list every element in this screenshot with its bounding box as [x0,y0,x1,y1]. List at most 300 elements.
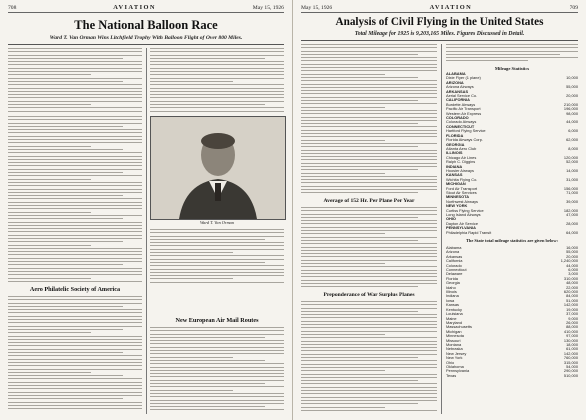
text-line [301,233,385,234]
text-line [150,383,265,384]
row-label: Wichita Flying Co. [446,177,478,182]
row-value: 9,000 [568,315,578,321]
air-mail-routes-heading: New European Air Mail Routes [175,317,259,324]
row-label: COLORADO [446,116,469,121]
text-line [8,398,123,399]
text-line [150,363,284,364]
row-value: 18,000 [566,341,578,347]
row-label: Alabama [446,246,462,250]
text-line [8,245,91,246]
table-row [446,231,578,235]
text-line [150,236,284,237]
text-line [301,159,437,160]
row-label: ARIZONA [446,80,464,85]
text-line [150,269,284,270]
row-value: 315,000 [563,359,578,365]
text-line [301,380,418,381]
text-line [150,340,284,341]
text-line [8,281,142,282]
text-line [301,324,437,325]
text-line [301,327,437,328]
row-value: 16,000 [566,245,578,250]
text-line [150,245,284,246]
text-line [8,55,142,56]
text-line [301,383,437,384]
text-line [8,132,142,133]
row-value: 37,000 [566,311,578,317]
row-label: FLORIDA [446,133,464,138]
text-line [8,241,123,242]
row-label: Arizona [446,250,460,255]
text-line [8,119,142,120]
text-line [301,150,437,151]
text-line [8,326,142,327]
row-label: Georgia [446,281,460,286]
text-line [446,47,578,48]
text-line [150,400,284,401]
text-line [150,370,284,371]
text-line [8,222,142,223]
text-line [8,165,142,166]
text-line [8,101,142,102]
text-line [150,393,284,394]
row-value: 10,000 [566,75,578,81]
text-line [8,408,142,409]
row-label: Arkansas [446,254,463,259]
text-line [150,97,284,98]
text-line [8,152,142,153]
text-line [8,405,142,406]
row-value: 1,240,000 [560,258,578,264]
text-line [8,329,123,330]
text-line [8,91,142,92]
text-line [150,367,284,368]
text-line [8,395,142,396]
row-label: Indiana [446,294,459,299]
text-line [8,278,91,279]
text-line [150,334,284,335]
row-value: 196,000 [563,106,578,112]
text-line [301,166,437,167]
text-line [150,380,284,381]
state-totals-heading: The State total mileage statistics are given below: [466,238,558,243]
text-line [150,55,284,56]
text-line [8,303,142,304]
row-value: 310,000 [563,275,578,281]
text-line [150,265,284,266]
right-col2-text-top [446,44,578,64]
text-line [8,392,142,393]
row-value: 62,000 [566,137,578,143]
row-label: Michigan [446,329,462,334]
text-line [8,336,142,337]
text-line [301,367,437,368]
text-line [8,81,123,82]
row-value: 28,000 [566,220,578,226]
text-line [8,215,142,216]
text-line [150,282,284,283]
text-line [8,94,142,95]
left-col2-text-mid [150,229,284,285]
text-line [301,189,437,190]
text-line [301,113,437,114]
text-line [301,87,437,88]
text-line [301,357,418,358]
text-line [8,261,142,262]
text-line [150,272,284,273]
row-label: Chicago Air Lines [446,155,477,160]
text-line [8,359,142,360]
text-line [301,176,437,177]
row-label: California [446,259,463,264]
text-line [446,60,528,61]
portrait-image [151,117,285,219]
text-line [150,104,265,105]
row-label: CONNECTICUT [446,124,475,129]
row-label: Stout Air Services [446,190,477,195]
text-line [8,185,142,186]
row-value: 51,000 [566,297,578,303]
row-label: Hoosier Airways [446,168,474,173]
text-line [150,111,284,112]
air-mail-routes-text [150,327,284,413]
text-line [301,370,385,371]
text-line [301,80,437,81]
text-line [301,214,437,215]
row-value: 19,000 [566,306,578,312]
text-line [150,262,265,263]
row-label: Dixie Flyer (1 plane) [446,76,481,81]
row-value: 39,000 [566,198,578,204]
text-line [301,84,437,85]
text-line [301,286,418,287]
row-label: Pacific Air Transport [446,107,481,112]
text-line [301,220,437,221]
row-value: 182,000 [563,207,578,213]
text-line [150,68,284,69]
text-line [301,130,437,131]
text-line [301,364,437,365]
text-line [301,400,437,401]
row-label: Colorado [446,263,462,268]
text-line [301,344,437,345]
text-line [8,208,142,209]
row-value: 71,000 [566,189,578,195]
war-surplus-heading: Preponderance of War Surplus Planes [323,292,415,298]
text-line [150,337,265,338]
text-line [8,251,142,252]
text-line [8,274,142,275]
text-line [301,270,437,271]
text-line [8,339,142,340]
text-line [301,173,385,174]
row-value: 31,000 [566,176,578,182]
text-line [8,388,142,389]
text-line [8,375,123,376]
row-value: 156,000 [563,185,578,191]
text-line [301,280,437,281]
text-line [150,64,284,65]
row-label: GEORGIA [446,142,465,147]
text-line [301,347,437,348]
text-line [150,249,284,250]
row-value: 44,000 [566,119,578,125]
row-value: 510,000 [563,372,578,378]
text-line [301,301,437,302]
text-line [301,321,437,322]
mileage-statistics-table [446,66,578,235]
row-value: 3,000 [568,271,578,277]
text-line [301,117,437,118]
row-value: 55,000 [566,249,578,255]
row-label: Ford Air Transport [446,186,478,191]
right-page [293,0,586,420]
text-line [150,343,284,344]
text-line [150,278,233,279]
text-line [150,259,284,260]
right-issue-date: May 15, 1926 [301,4,333,11]
text-line [301,387,437,388]
text-line [301,182,437,183]
text-line [8,146,91,147]
right-column-divider [441,44,442,414]
row-label: PENNSYLVANIA [446,226,476,231]
text-line [301,377,437,378]
text-line [8,225,142,226]
text-line [150,347,284,348]
row-label: NEW YORK [446,204,468,209]
text-line [301,210,437,211]
text-line [8,198,142,199]
text-line [301,317,437,318]
text-line [150,396,284,397]
text-line [150,327,284,328]
text-line [8,268,142,269]
row-label: Florida Airways Corp. [446,138,483,143]
row-label: Maine [446,316,457,321]
text-line [8,372,91,373]
right-title-rule [301,40,578,41]
text-line [150,107,284,108]
text-line [150,229,284,230]
row-label: Arizona Airways [446,85,474,90]
text-line [301,331,437,332]
text-line [8,48,142,49]
text-line [301,304,437,305]
text-line [301,217,418,218]
text-line [150,403,284,404]
text-line [8,382,142,383]
left-col2-text-top [150,48,284,114]
average-hours-heading: Average of 152 Hr. Per Plane Per Year [323,198,415,204]
text-line [8,51,142,52]
text-line [301,140,385,141]
row-value: 14,000 [566,167,578,173]
portrait-photo [150,116,286,220]
text-line [8,248,142,249]
text-line [301,192,418,193]
text-line [8,235,142,236]
average-hours-text [301,207,437,289]
text-line [8,192,142,193]
text-line [301,163,437,164]
row-label: Aerial Service Co. [446,94,478,99]
text-line [8,58,123,59]
aero-philatelic-heading: Aero Philatelic Society of America [29,286,121,293]
left-page-number: 708 [8,4,17,11]
text-line [301,393,437,394]
row-value: 120,000 [563,154,578,160]
row-value: 84,000 [566,293,578,299]
row-label: Idaho [446,285,456,290]
row-label: Dayton Air Service [446,221,479,226]
text-line [8,385,142,386]
row-label: Curtiss Flying Service [446,208,484,213]
text-line [301,47,437,48]
text-line [150,78,284,79]
table-row [446,374,578,378]
right-article-title: Analysis of Civil Flying in the United States [335,16,544,28]
text-line [8,169,142,170]
text-line [150,360,265,361]
text-line [301,153,437,154]
row-label: Florida [446,276,458,281]
left-col1-text-mid [8,116,142,284]
text-line [8,78,142,79]
left-col1-text-top [8,48,142,114]
text-line [301,243,437,244]
text-line [8,71,142,72]
text-line [301,240,418,241]
row-label: New Jersey [446,351,467,356]
row-label: Missouri [446,338,461,343]
text-line [150,353,284,354]
text-line [301,350,437,351]
left-column-divider [146,48,147,414]
text-line [8,172,123,173]
row-label: Montana [446,342,462,347]
right-article-subtitle: Total Mileage for 1925 is 9,203,165 Miles. Figures Discussed in Detail. [354,31,525,37]
text-line [301,64,437,65]
row-label: Texas [446,373,457,378]
row-label: Kentucky [446,307,463,312]
text-line [8,309,142,310]
text-line [301,110,437,111]
text-line [150,373,284,374]
text-line [301,103,437,104]
text-line [150,350,284,351]
text-line [301,360,437,361]
row-value: 130,000 [563,337,578,343]
row-label: Connecticut [446,268,467,273]
row-value: 6,000 [568,267,578,273]
text-line [8,195,123,196]
row-label: Long Island Airways [446,213,481,217]
text-line [8,378,142,379]
text-line [150,275,284,276]
text-line [301,143,437,144]
text-line [150,88,284,89]
row-value: 52,000 [566,159,578,165]
text-line [150,84,284,85]
text-line [150,71,284,72]
text-line [8,231,142,232]
row-label: Pennsylvania [446,369,470,374]
row-value: 20,000 [566,93,578,99]
text-line [8,332,91,333]
left-title-rule [8,44,284,45]
row-value: 142,000 [563,302,578,308]
text-line [8,142,142,143]
text-line [301,256,437,257]
text-line [301,126,437,127]
row-value: 210,000 [563,101,578,107]
text-line [301,186,437,187]
text-line [301,260,437,261]
text-line [301,54,418,55]
text-line [301,337,437,338]
text-line [8,205,142,206]
text-line [8,104,91,105]
text-line [301,60,437,61]
text-line [150,91,284,92]
text-line [8,218,123,219]
text-line [301,179,437,180]
row-value: 98,000 [566,110,578,116]
row-label: Atlanta Aero Club [446,146,477,151]
row-label: New York [446,356,463,361]
row-label: Northwest Airways [446,199,478,204]
text-line [150,48,284,49]
row-value: 44,000 [566,262,578,268]
text-line [8,228,142,229]
text-line [8,129,142,130]
row-label: Philadelphia Rapid Transit [446,230,492,235]
text-line [8,258,142,259]
row-label: KANSAS [446,173,463,178]
text-line [8,162,142,163]
row-label: Western Air Express [446,111,482,116]
row-label: Hartford Flying Service [446,129,486,134]
text-line [446,44,578,45]
text-line [301,74,385,75]
text-line [301,57,437,58]
row-value: 20,000 [566,253,578,259]
row-value: 22,000 [566,284,578,290]
text-line [8,312,142,313]
text-line [301,410,437,411]
text-line [8,238,142,239]
text-line [8,212,91,213]
text-line [301,90,437,91]
row-value: 54,000 [566,363,578,369]
text-line [301,250,437,251]
text-line [301,70,437,71]
row-label: CALIFORNIA [446,98,470,103]
text-line [8,182,142,183]
row-label: Delaware [446,272,463,277]
left-article-title: The National Balloon Race [74,18,218,32]
row-label: MICHIGAN [446,182,466,187]
text-line [8,107,142,108]
text-line [301,237,437,238]
row-value: 620,000 [563,289,578,295]
text-line [301,283,437,284]
text-line [150,357,233,358]
row-value: 26,000 [566,319,578,325]
text-line [301,263,385,264]
row-value: 760,000 [563,355,578,361]
